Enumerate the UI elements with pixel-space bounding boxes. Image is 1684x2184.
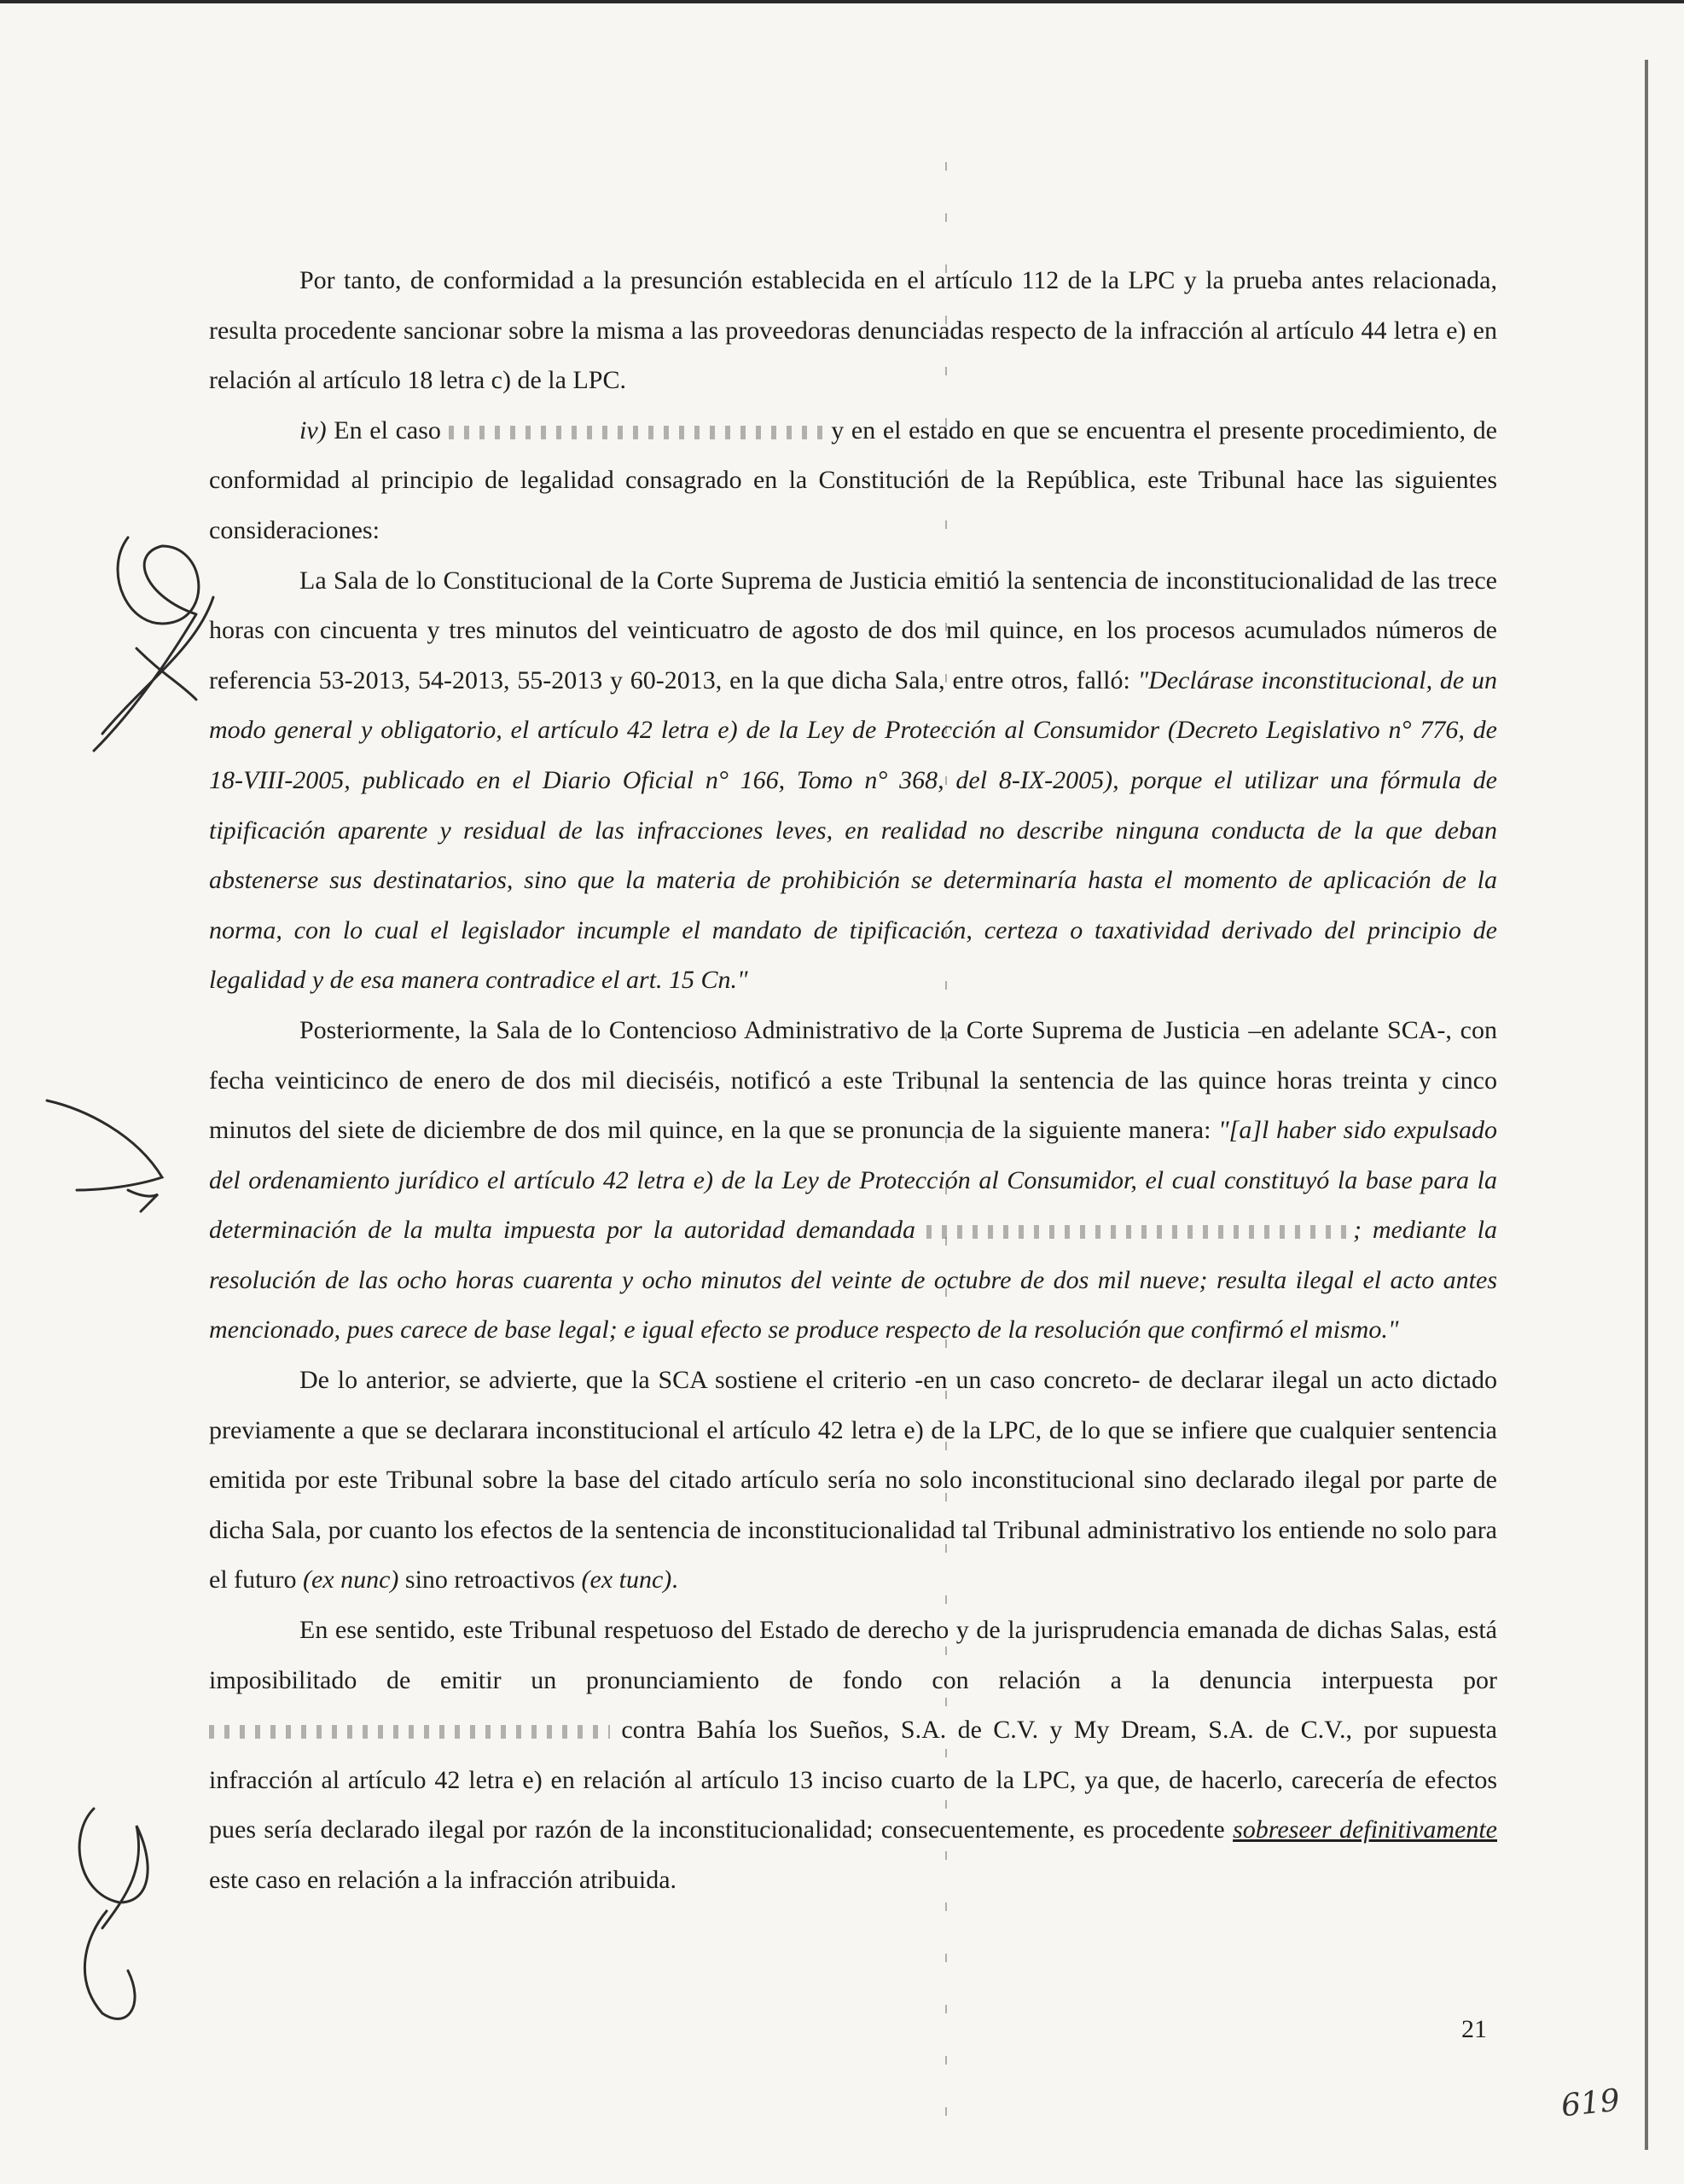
paragraph-criterion-text-c: . [671, 1565, 678, 1594]
sca-quote-a: "[a]l haber sido expulsado del ordenamiento jurídico el artículo 42 letra e) de la Ley de Protección al Consumidor, el cual constituyó la base para la determinación de la multa impuesta por la autoridad demandada [209, 1116, 1497, 1245]
document-body [209, 256, 1497, 1906]
paragraph-considerations-text-a: En el caso [326, 415, 449, 444]
paragraph-sca-text: Posteriormente, la Sala de lo Contencioso Administrativo de la Corte Suprema de Justicia –en adelante SCA-, con fecha veinticinco de enero de dos mil dieciséis, notificó a este Tribunal la sentencia de las quince horas treinta y cinco minutos del siete de diciembre de dos mil quince, en la que se pronuncia de la siguiente manera: [209, 1015, 1497, 1145]
paragraph-sanction: Por tanto, de conformidad a la presunción establecida en el artículo 112 de la LPC y la prueba antes relacionada, resulta procedente sancionar sobre la misma a las proveedoras denunciadas respecto de la infracción al artículo 44 letra e) en relación al artículo 18 letra c) de la LPC. [209, 266, 1497, 395]
signature-scribble [94, 537, 213, 751]
paragraph-sca-criterion [209, 1356, 1497, 1606]
paragraph-ruling-text: La Sala de lo Constitucional de la Corte Suprema de Justicia emitió la sentencia de inconstitucionalidad de las trece horas con cincuenta y tres minutos del veinticuatro de agosto de dos mil quince, en los procesos acumulados números de referencia 53-2013, 54-2013, 55-2013 y 60-2013, en la que dicha Sala, entre otros, falló: [209, 566, 1497, 694]
ex-nunc-term: (ex nunc) [302, 1565, 399, 1594]
paragraph-dismissal [209, 1606, 1497, 1906]
right-margin-line [1645, 60, 1648, 2150]
page-number: 21 [1461, 2015, 1487, 2043]
section-label-iv: iv) [299, 415, 327, 444]
paragraph-sca-ruling [209, 1006, 1497, 1356]
ex-tunc-term: (ex tunc) [581, 1565, 672, 1594]
paragraph-dismissal-text-b: contra Bahía los Sueños, S.A. de C.V. y My Dream, S.A. de C.V., por supuesta infracción al artículo 42 letra e) en relación al artículo 13 inciso cuarto de la LPC, ya que, de hacerlo, carecería de efectos pues sería declarado ilegal por razón de la inconstitucionalidad; consecuentemente, es procedente [209, 1716, 1497, 1844]
paragraph-considerations-text-b: y en el estado en que se encuentra el presente procedimiento, de conformidad al principio de legalidad consagrado en la Constitución de la República, este Tribunal hace las siguientes consideraciones: [209, 415, 1497, 544]
bracket-mark [47, 1101, 162, 1211]
redacted-authority-name [926, 1225, 1353, 1239]
ruling-quote: "Declárase inconstitucional, de un modo general y obligatorio, el artículo 42 letra e) de la Ley de Protección al Consumidor (Decreto Legislativo n° 776, de 18-VIII-2005, publicado en el Diario Oficial n° 166, Tomo n° 368, del 8-IX-2005), porque el utilizar una fórmula de tipificación aparente y residual de las infracciones leves, en realidad no describe ninguna conducta de la que deban abstenerse sus destinatarios, sino que la materia de prohibición se determinaría hasta el momento de aplicación de la norma, con lo cual el legislador incumple el mandato de tipificación, certeza o taxatividad derivado del principio de legalidad y de esa manera contradice el art. 15 Cn." [209, 665, 1497, 995]
redacted-complainant-name [209, 1725, 610, 1739]
dismissal-emphasis: sobreseer definitivamente [1233, 1815, 1497, 1844]
paragraph-criterion-text-a: De lo anterior, se advierte, que la SCA sostiene el criterio -en un caso concreto- de declarar ilegal un acto dictado previamente a que se declarara inconstitucional el artículo 42 letra e) de la LPC, de lo que se infiere que cualquier sentencia emitida por este Tribunal sobre la base del citado artículo sería no solo inconstitucional sino declarado ilegal por parte de dicha Sala, por cuanto los efectos de la sentencia de inconstitucionalidad tal Tribunal administrativo los entiende no solo para el futuro [209, 1366, 1497, 1594]
paragraph-dismissal-text-c: este caso en relación a la infracción atribuida. [209, 1866, 677, 1894]
paragraph-criterion-text-b: sino retroactivos [398, 1565, 582, 1594]
paragraph-considerations [209, 406, 1497, 556]
handwritten-folio-number: 619 [1559, 2082, 1622, 2124]
redacted-case-name [449, 426, 824, 439]
handwritten-numeral [79, 1809, 148, 2018]
paragraph-dismissal-text-a: En ese sentido, este Tribunal respetuoso del Estado de derecho y de la jurisprudencia emanada de dichas Salas, está imposibilitado de emitir un pronunciamiento de fondo con relación a la denuncia interpuesta por [209, 1616, 1497, 1694]
paragraph-constitutional-ruling [209, 556, 1497, 1006]
sca-quote-b: ; mediante la resolución de las ocho horas cuarenta y ocho minutos del veinte de octubre de dos mil nueve; resulta ilegal el acto antes mencionado, pues carece de base legal; e igual efecto se produce respecto de la resolución que confirmó el mismo." [209, 1216, 1498, 1345]
